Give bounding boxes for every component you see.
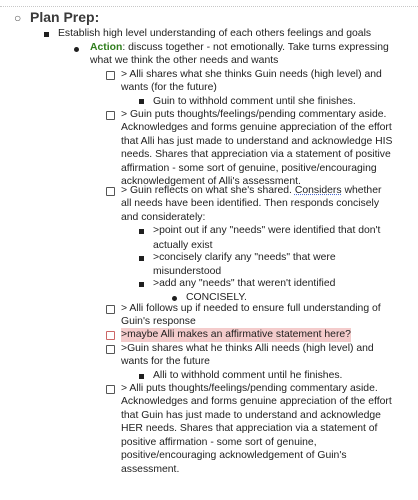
sub-item-text: actually exist — [153, 240, 213, 251]
task-text: > Guin puts thoughts/feelings/pending commentary aside. — [121, 109, 387, 120]
task-text: wants (for the future) — [121, 82, 217, 93]
sub-item-text: CONCISELY. — [186, 292, 247, 303]
task-checkbox[interactable] — [106, 111, 115, 120]
task-text: Guin's response — [121, 316, 196, 327]
task-text: and considerately: — [121, 212, 206, 223]
task-text: needs. Shares that appreciation via a statement of positive — [121, 149, 391, 160]
task-text: > Alli follows up if needed to ensure full understanding of — [121, 303, 381, 314]
task-text: assessment. — [121, 464, 180, 475]
goal-text: Establish high level understanding of each others feelings and goals — [58, 28, 372, 39]
square-bullet-icon — [139, 374, 144, 379]
action-label: Action — [90, 42, 123, 53]
task-text: all needs have been identified. Then responds concisely — [121, 198, 380, 209]
task-text: > Alli puts thoughts/feelings/pending commentary aside. — [121, 383, 378, 394]
sub-item-text: misunderstood — [153, 266, 222, 277]
task-text-part: whether — [341, 185, 382, 196]
square-bullet-icon — [139, 256, 144, 261]
square-bullet-icon — [139, 282, 144, 287]
task-text-part: > Guin reflects on what she's shared. — [121, 185, 295, 196]
sub-item-text: Guin to withhold comment until she finishes. — [153, 96, 356, 107]
action-text: : discuss together - not emotionally. Take turns expressing — [122, 42, 389, 53]
square-bullet-icon — [44, 32, 49, 37]
square-bullet-icon — [139, 99, 144, 104]
task-checkbox[interactable] — [106, 71, 115, 80]
sub-item-text: Alli to withhold comment until he finishes. — [153, 370, 343, 381]
task-checkbox[interactable] — [106, 305, 115, 314]
action-line-2: what we think the other needs and wants — [90, 55, 279, 66]
task-checkbox[interactable] — [106, 331, 115, 340]
highlighted-task-text: >maybe Alli makes an affirmative statement here? — [121, 329, 351, 340]
task-text: Acknowledges and forms genuine appreciation of the effort — [121, 396, 392, 407]
task-text: >Guin shares what he thinks Alli needs (high level) and — [121, 343, 374, 354]
task-text: positive/encouraging acknowledgement of Guin's — [121, 450, 347, 461]
task-text: that Guin has just made to understand and acknowledge — [121, 410, 381, 421]
task-checkbox[interactable] — [106, 187, 115, 196]
sub-item-text: >add any "needs" that weren't identified — [153, 278, 336, 289]
task-text: affirmation - some sort of genuine, positive/encouraging — [121, 163, 377, 174]
page-heading — [14, 7, 99, 28]
task-text: that Alli has just made to understand and acknowledge HIS — [121, 136, 393, 147]
task-text: wants for the future — [121, 356, 210, 367]
task-checkbox[interactable] — [106, 385, 115, 394]
task-text — [121, 184, 381, 198]
square-bullet-icon — [139, 229, 144, 234]
round-bullet-icon — [172, 296, 177, 301]
task-text: Acknowledges and forms genuine appreciation of the effort — [121, 122, 392, 133]
task-checkbox[interactable] — [106, 345, 115, 354]
top-ruler — [0, 0, 418, 7]
sub-item-text: >point out if any "needs" were identified that don't — [153, 225, 381, 236]
round-bullet-icon — [74, 47, 79, 52]
heading-text: Plan Prep: — [30, 9, 100, 25]
action-line — [90, 41, 389, 55]
sub-item-text: >concisely clarify any "needs" that were — [153, 252, 336, 263]
task-text: HER needs. Shares that appreciation via a statement of — [121, 423, 378, 434]
task-text: acknowledgement of Alli's assessment. — [121, 176, 301, 187]
hollow-bullet-icon: ○ — [14, 11, 22, 25]
spellcheck-word[interactable]: Considers — [294, 185, 342, 196]
task-text: positive affirmation - some sort of genuine, — [121, 437, 317, 448]
task-text: > Alli shares what she thinks Guin needs (high level) and — [121, 69, 382, 80]
